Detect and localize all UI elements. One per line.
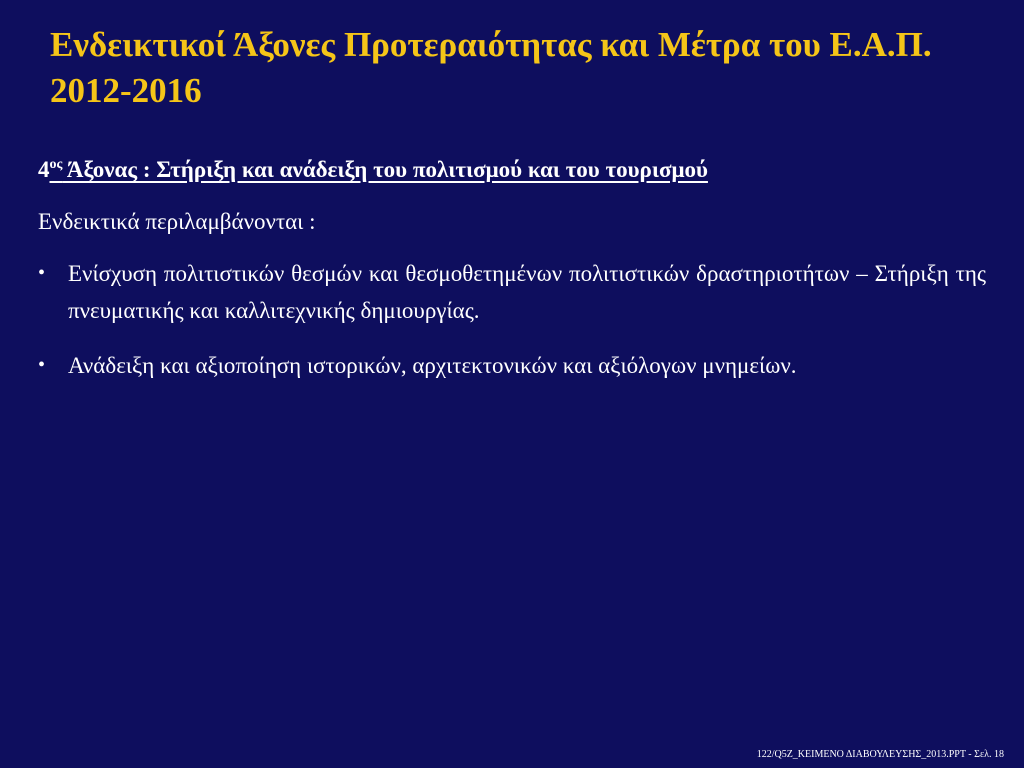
slide-title: Ενδεικτικοί Άξονες Προτεραιότητας και Μέτρα του Ε.Α.Π. 2012-2016 [50,25,932,110]
axis-heading [38,155,986,185]
bullet-list [38,255,986,384]
bullet-item [38,347,986,384]
slide-footer: 122/Q5Z_ΚΕΙΜΕΝΟ ΔΙΑΒΟΥΛΕΥΣΗΣ_2013.PPT - Σελ. 18 [756,749,1004,760]
axis-number: 4 [38,157,50,182]
bullet-item [38,255,986,329]
axis-ordinal-suffix: ος [49,157,63,172]
bullet-dot-icon: • [38,262,46,284]
intro-text: Ενδεικτικά περιλαμβάνονται : [38,209,316,234]
bullet-text: Ανάδειξη και αξιοποίηση ιστορικών, αρχιτεκτονικών και αξιόλογων μνημείων. [68,353,797,378]
slide-content [38,155,986,402]
axis-heading-text: Άξονας : Στήριξη και ανάδειξη του πολιτισμού και του τουρισμού [62,157,708,182]
bullet-dot-icon: • [38,354,46,376]
axis-heading-underlined [38,157,708,182]
bullet-text: Ενίσχυση πολιτιστικών θεσμών και θεσμοθετημένων πολιτιστικών δραστηριοτήτων – Στήριξη της πνευματικής και καλλιτεχνικής δημιουργίας. [68,261,986,323]
